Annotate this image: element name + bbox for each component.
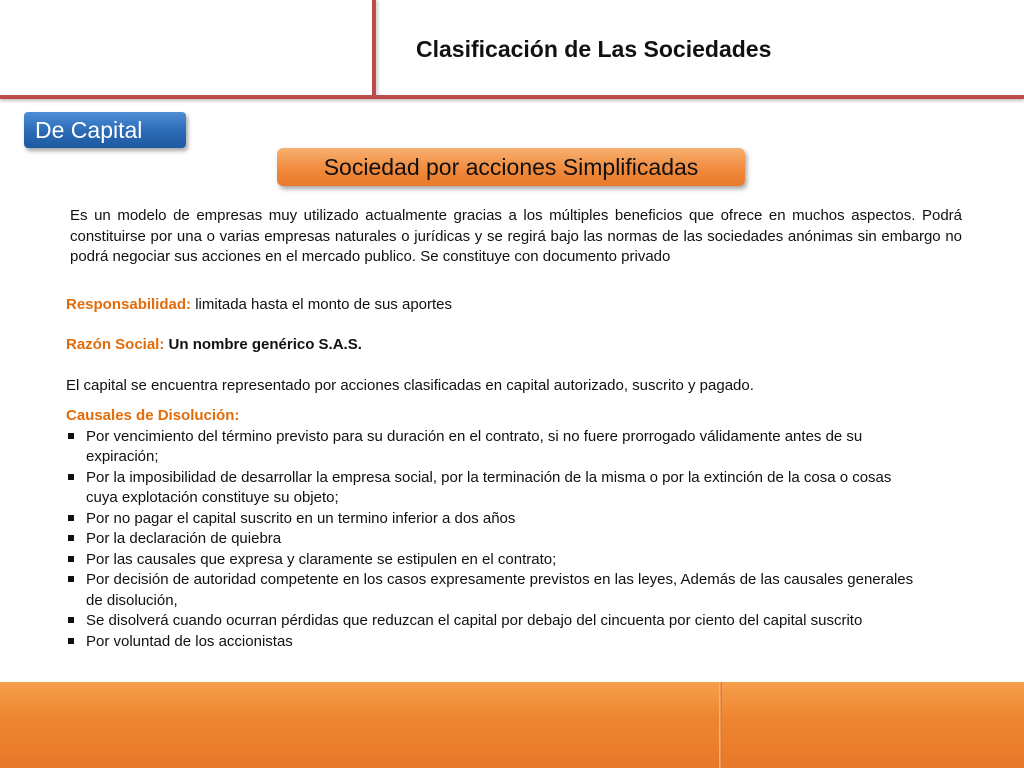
responsabilidad-value: limitada hasta el monto de sus aportes [191,296,453,313]
razon-social-label: Razón Social: [66,336,165,353]
bullet-icon [68,535,74,541]
razon-social-row [66,335,362,354]
page-title: Clasificación de Las Sociedades [416,36,772,62]
bullet-icon [68,433,74,439]
list-item: Por vencimiento del término previsto para su duración en el contrato, si no fuere prorrogado válidamente antes de su expiración; [66,427,926,468]
footer-divider [719,682,722,768]
section-banner: Sociedad por acciones Simplificadas [277,148,745,186]
bullet-icon [68,556,74,562]
responsabilidad-row [66,295,452,314]
bullet-icon [68,474,74,480]
causales-section [66,406,926,652]
header-horizontal-divider [0,95,1024,99]
list-item: Por voluntad de los accionistas [66,632,926,653]
list-item: Por decisión de autoridad competente en los casos expresamente previstos en las leyes, Además de las causales generales de disolución, [66,570,926,611]
capital-text: El capital se encuentra representado por acciones clasificadas en capital autorizado, suscrito y pagado. [66,377,754,394]
bullet-icon [68,638,74,644]
list-item: Por las causales que expresa y claramente se estipulen en el contrato; [66,550,926,571]
bullet-icon [68,576,74,582]
razon-social-value: Un nombre genérico S.A.S. [164,336,362,353]
footer-bar [0,682,1024,768]
responsabilidad-label: Responsabilidad: [66,296,192,313]
header-vertical-divider [372,0,376,97]
list-item: Por la imposibilidad de desarrollar la empresa social, por la terminación de la misma o por la extinción de la cosa o cosas cuya explotación constituye su objeto; [66,468,926,509]
list-item: Por no pagar el capital suscrito en un termino inferior a dos años [66,509,926,530]
bullet-icon [68,515,74,521]
causales-label: Causales de Disolución: [66,407,240,424]
list-item: Se disolverá cuando ocurran pérdidas que reduzcan el capital por debajo del cincuenta por ciento del capital suscrito [66,611,926,632]
list-item: Por la declaración de quiebra [66,529,926,550]
causales-list [66,427,926,653]
intro-paragraph: Es un modelo de empresas muy utilizado actualmente gracias a los múltiples beneficios que ofrece en muchos aspectos. Podrá constituirse por una o varias empresas naturales o jurídicas y se regirá bajo las normas de las sociedades anónimas sin embargo no podrá negociar sus acciones en el mercado publico. Se constituye con documento privado [70,207,962,265]
bullet-icon [68,617,74,623]
category-tab: De Capital [24,112,186,148]
